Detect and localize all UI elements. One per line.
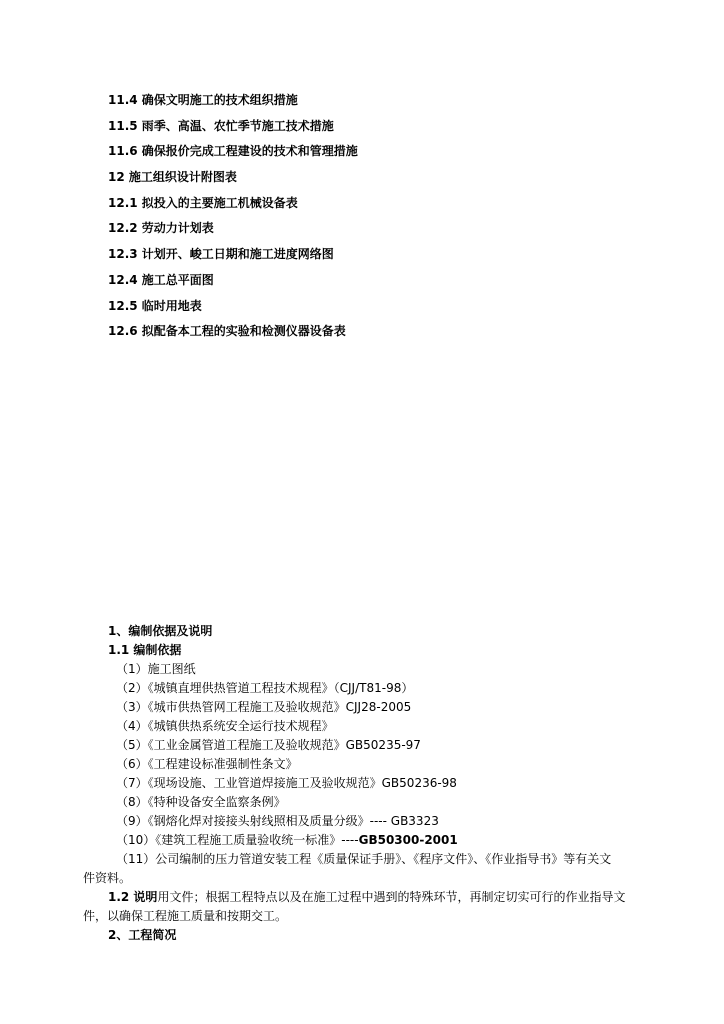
toc-item: 12.1 拟投入的主要施工机械设备表 (108, 195, 298, 210)
toc-item: 12.3 计划开、峻工日期和施工进度网络图 (108, 247, 334, 262)
reference-item: （2）《城镇直埋供热管道工程技术规程》（CJJ/T81-98） (116, 681, 414, 695)
reference-item: （8）《特种设备安全监察条例》 (116, 795, 286, 809)
reference-item: （4）《城镇供热系统安全运行技术规程》 (116, 719, 334, 733)
section-1-1-heading: 1.1 编制依据 (108, 643, 182, 657)
reference-item: （6）《工程建设标准强制性条文》 (116, 757, 298, 771)
toc-item: 12.4 施工总平面图 (108, 272, 214, 287)
note-paragraph-line-1 (0, 888, 724, 907)
toc-item: 12.6 拟配备本工程的实验和检测仪器设备表 (108, 324, 346, 339)
reference-item: （9）《钢熔化焊对接接头射线照相及质量分级》---- GB3323 (116, 814, 439, 828)
table-of-contents (108, 90, 358, 347)
reference-11-line-1: （11）公司编制的压力管道安装工程《质量保证手册》、《程序文件》、《作业指导书》等有关文 (116, 852, 612, 866)
reference-item: （1）施工图纸 (116, 662, 196, 676)
section-2-heading: 2、工程简况 (108, 928, 177, 942)
reference-10-code: GB50300-2001 (358, 833, 458, 847)
reference-11-line-2: 件资料。 (83, 871, 132, 885)
reference-item: （5）《工业金属管道工程施工及验收规范》GB50235-97 (116, 738, 421, 752)
reference-item (0, 831, 724, 850)
document-body (0, 622, 724, 945)
toc-item: 11.5 雨季、高温、农忙季节施工技术措施 (108, 118, 334, 133)
toc-item: 12.5 临时用地表 (108, 298, 202, 313)
reference-item: （3）《城市供热管网工程施工及验收规范》CJJ28-2005 (116, 700, 412, 714)
note-text: 用文件；根据工程特点以及在施工过程中遇到的特殊环节，再制定切实可行的作业指导文 (157, 890, 626, 904)
toc-item: 11.4 确保文明施工的技术组织措施 (108, 93, 298, 107)
section-1-heading: 1、编制依据及说明 (108, 624, 213, 638)
note-paragraph-line-2: 件，以确保工程施工质量和按期交工。 (83, 909, 288, 923)
reference-item: （7）《现场设施、工业管道焊接施工及验收规范》GB50236-98 (116, 776, 457, 790)
toc-item: 11.6 确保报价完成工程建设的技术和管理措施 (108, 144, 358, 159)
toc-item: 12 施工组织设计附图表 (108, 170, 237, 185)
note-label: 1.2 说明 (108, 890, 158, 904)
toc-item: 12.2 劳动力计划表 (108, 221, 214, 236)
reference-10-title: （10）《建筑工程施工质量验收统一标准》---- (116, 833, 359, 847)
